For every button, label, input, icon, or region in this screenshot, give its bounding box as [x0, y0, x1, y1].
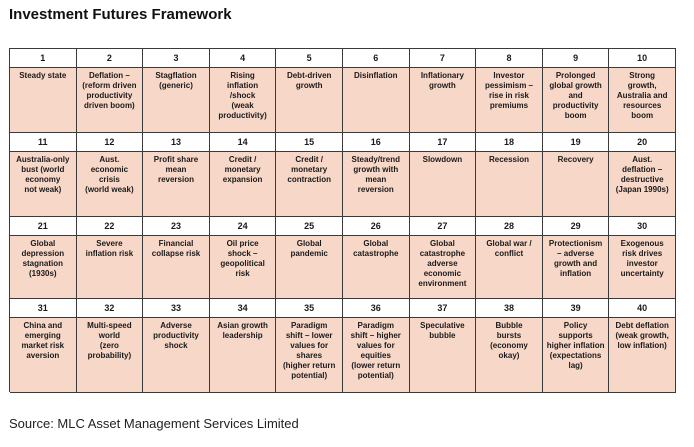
scenario-number-9: 9: [543, 49, 610, 68]
scenario-number-39: 39: [543, 299, 610, 318]
scenario-label-13: Profit share mean reversion: [143, 152, 210, 217]
scenario-label-39: Policy supports higher inflation (expectations lag): [543, 318, 610, 393]
scenario-number-26: 26: [343, 217, 410, 236]
scenario-label-30: Exogenous risk drives investor uncertainty: [609, 236, 676, 299]
scenario-label-31: China and emerging market risk aversion: [10, 318, 77, 393]
scenario-number-40: 40: [609, 299, 676, 318]
scenario-label-27: Global catastrophe adverse economic environment: [410, 236, 477, 299]
scenario-number-22: 22: [77, 217, 144, 236]
scenario-number-33: 33: [143, 299, 210, 318]
scenario-number-29: 29: [543, 217, 610, 236]
scenario-number-38: 38: [476, 299, 543, 318]
scenario-label-24: Oil price shock – geopolitical risk: [210, 236, 277, 299]
scenario-label-35: Paradigm shift – lower values for shares (higher return potential): [276, 318, 343, 393]
scenario-label-12: Aust. economic crisis (world weak): [77, 152, 144, 217]
scenario-label-17: Slowdown: [410, 152, 477, 217]
scenario-label-15: Credit / monetary contraction: [276, 152, 343, 217]
scenario-label-18: Recession: [476, 152, 543, 217]
scenario-number-30: 30: [609, 217, 676, 236]
scenario-number-31: 31: [10, 299, 77, 318]
scenario-label-2: Deflation – (reform driven productivity driven boom): [77, 68, 144, 133]
scenario-label-5: Debt-driven growth: [276, 68, 343, 133]
scenario-number-3: 3: [143, 49, 210, 68]
scenario-label-40: Debt deflation (weak growth, low inflation): [609, 318, 676, 393]
scenario-number-15: 15: [276, 133, 343, 152]
scenario-label-28: Global war / conflict: [476, 236, 543, 299]
scenario-label-32: Multi-speed world (zero probability): [77, 318, 144, 393]
scenario-number-23: 23: [143, 217, 210, 236]
scenario-label-36: Paradigm shift – higher values for equities (lower return potential): [343, 318, 410, 393]
scenario-label-20: Aust. deflation – destructive (Japan 1990s): [609, 152, 676, 217]
scenario-number-17: 17: [410, 133, 477, 152]
scenario-label-19: Recovery: [543, 152, 610, 217]
scenario-number-1: 1: [10, 49, 77, 68]
page-title: Investment Futures Framework: [9, 6, 232, 23]
scenario-label-33: Adverse productivity shock: [143, 318, 210, 393]
scenario-label-7: Inflationary growth: [410, 68, 477, 133]
scenario-number-28: 28: [476, 217, 543, 236]
scenario-number-37: 37: [410, 299, 477, 318]
scenario-label-25: Global pandemic: [276, 236, 343, 299]
scenario-number-34: 34: [210, 299, 277, 318]
scenario-label-1: Steady state: [10, 68, 77, 133]
scenario-label-4: Rising inflation /shock (weak productivity): [210, 68, 277, 133]
scenario-table: [9, 48, 676, 392]
scenario-label-14: Credit / monetary expansion: [210, 152, 277, 217]
scenario-label-9: Prolonged global growth and productivity boom: [543, 68, 610, 133]
scenario-label-21: Global depression stagnation (1930s): [10, 236, 77, 299]
scenario-label-34: Asian growth leadership: [210, 318, 277, 393]
scenario-number-18: 18: [476, 133, 543, 152]
source-note: Source: MLC Asset Management Services Limited: [9, 416, 299, 431]
scenario-label-8: Investor pessimism – rise in risk premiums: [476, 68, 543, 133]
scenario-number-5: 5: [276, 49, 343, 68]
scenario-number-20: 20: [609, 133, 676, 152]
scenario-number-14: 14: [210, 133, 277, 152]
scenario-label-6: Disinflation: [343, 68, 410, 133]
scenario-number-8: 8: [476, 49, 543, 68]
scenario-number-24: 24: [210, 217, 277, 236]
scenario-label-29: Protectionism – adverse growth and inflation: [543, 236, 610, 299]
scenario-number-36: 36: [343, 299, 410, 318]
scenario-label-16: Steady/trend growth with mean reversion: [343, 152, 410, 217]
scenario-number-27: 27: [410, 217, 477, 236]
scenario-number-12: 12: [77, 133, 144, 152]
scenario-label-37: Speculative bubble: [410, 318, 477, 393]
scenario-number-2: 2: [77, 49, 144, 68]
scenario-number-11: 11: [10, 133, 77, 152]
scenario-number-35: 35: [276, 299, 343, 318]
scenario-number-4: 4: [210, 49, 277, 68]
scenario-label-26: Global catastrophe: [343, 236, 410, 299]
scenario-number-19: 19: [543, 133, 610, 152]
scenario-label-23: Financial collapse risk: [143, 236, 210, 299]
scenario-label-11: Australia-only bust (world economy not weak): [10, 152, 77, 217]
scenario-number-7: 7: [410, 49, 477, 68]
scenario-number-25: 25: [276, 217, 343, 236]
scenario-label-22: Severe inflation risk: [77, 236, 144, 299]
scenario-number-16: 16: [343, 133, 410, 152]
scenario-number-32: 32: [77, 299, 144, 318]
scenario-number-13: 13: [143, 133, 210, 152]
scenario-label-10: Strong growth, Australia and resources boom: [609, 68, 676, 133]
scenario-label-38: Bubble bursts (economy okay): [476, 318, 543, 393]
scenario-label-3: Stagflation (generic): [143, 68, 210, 133]
scenario-number-6: 6: [343, 49, 410, 68]
scenario-number-10: 10: [609, 49, 676, 68]
scenario-number-21: 21: [10, 217, 77, 236]
